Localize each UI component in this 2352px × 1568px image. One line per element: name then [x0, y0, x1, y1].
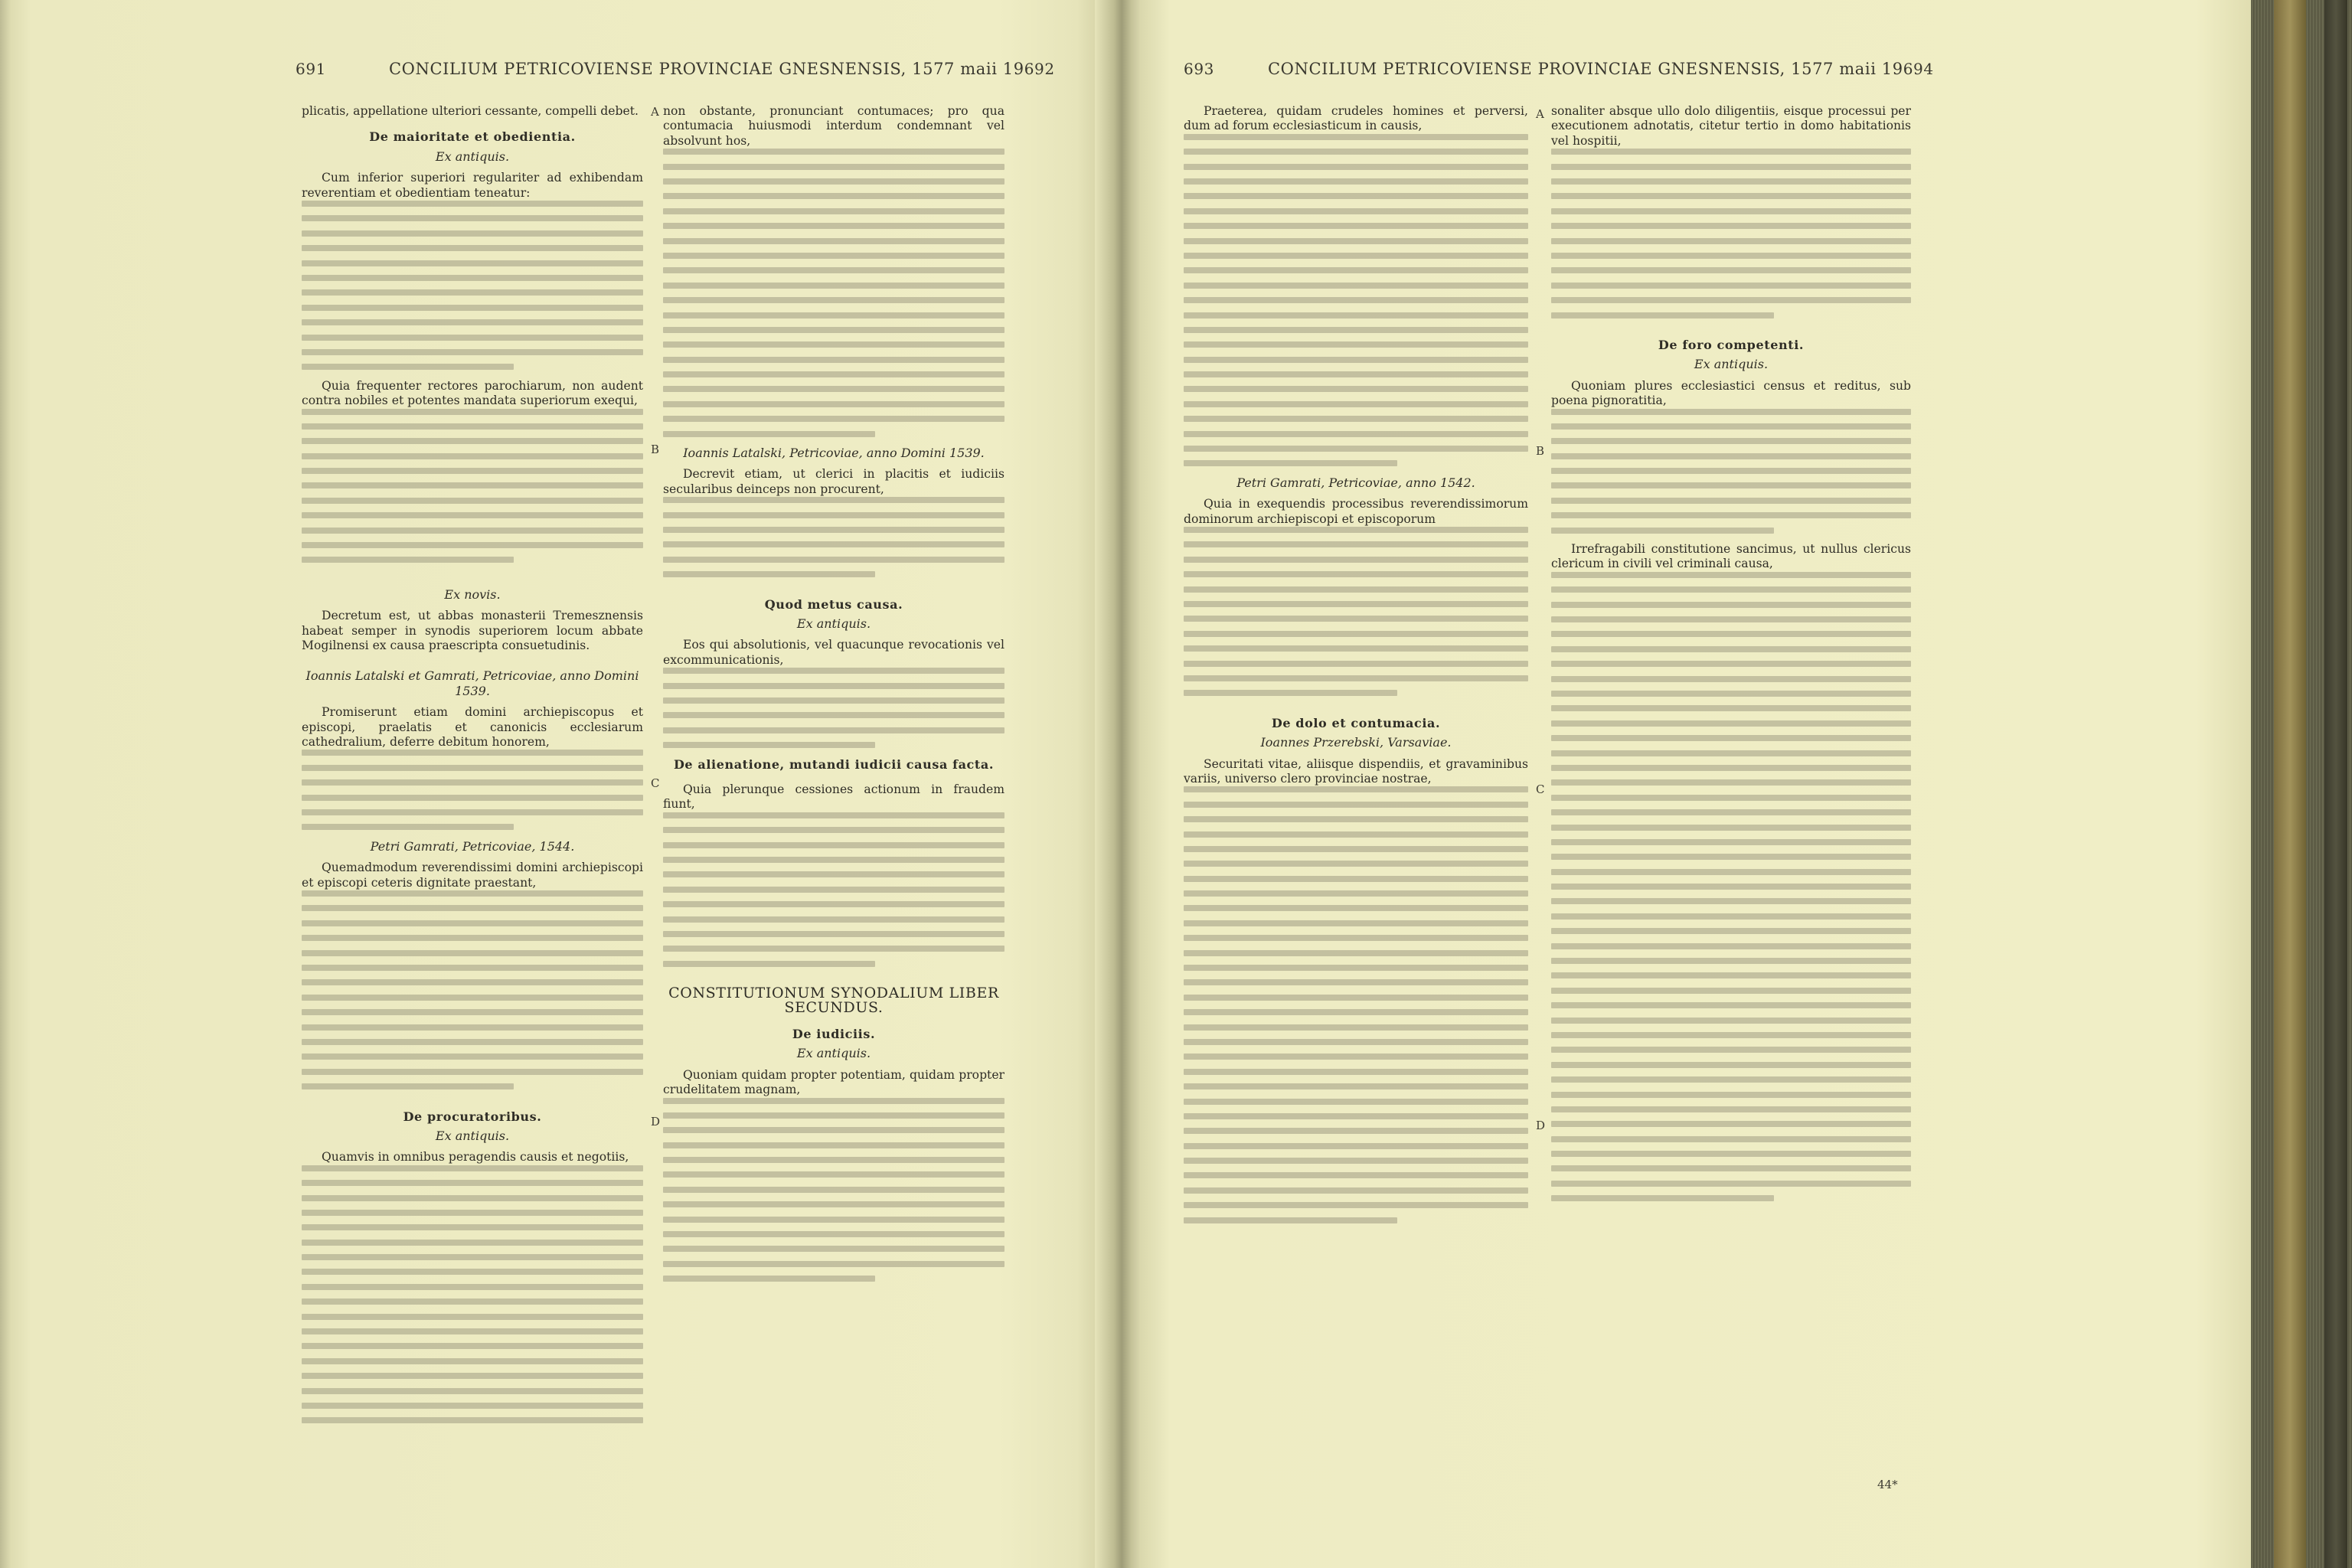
section-source: Ioannis Latalski et Gamrati, Petricoviae, anno Domini 1539.	[305, 668, 639, 698]
paragraph: Decretum est, ut abbas monasterii Tremesznensis habeat semper in synodis superiorem locum abbate Mogilnensi ex causa praescripta consuetudinis.	[302, 609, 643, 653]
paragraph: Quoniam plures ecclesiastici census et reditus, sub poena pignoratitia,	[1551, 378, 1911, 408]
paragraph: Irrefragabili constitutione sancimus, ut nullus clericus clericum in civili vel criminali causa,	[1551, 542, 1911, 571]
section-heading: De iudiciis.	[792, 1026, 876, 1041]
fore-edge	[2251, 0, 2352, 1568]
paragraph: Cum inferior superiori regulariter ad exhibendam reverentiam et obedientiam teneatur:	[302, 171, 643, 200]
section-source: Ex antiquis.	[796, 1046, 871, 1061]
paragraph: plicatis, appellatione ulteriori cessante, compelli debet.	[302, 104, 639, 118]
left-column-b	[663, 104, 1004, 1291]
illegible-text	[1184, 527, 1528, 696]
section-source: Petri Gamrati, Petricoviae, 1544.	[370, 838, 575, 854]
page-number-693: 693	[1184, 60, 1214, 78]
section-heading: Quod metus causa.	[764, 596, 903, 612]
page-number-694: 694	[1903, 60, 1934, 78]
margin-letter-a: A	[651, 105, 659, 119]
illegible-text	[302, 201, 643, 370]
margin-letter-c: C	[1536, 782, 1545, 796]
section-source: Ex antiquis.	[435, 1128, 510, 1143]
right-column-a	[1184, 104, 1528, 1232]
illegible-text	[1184, 786, 1528, 1223]
margin-letter-c: C	[651, 776, 660, 790]
page-edge-shadow	[2324, 0, 2347, 1568]
margin-letter-d: D	[651, 1115, 661, 1129]
illegible-text	[1184, 134, 1528, 467]
illegible-text	[663, 497, 1004, 577]
section-heading: De dolo et contumacia.	[1271, 715, 1441, 730]
right-column-b	[1551, 104, 1911, 1210]
paragraph: Decrevit etiam, ut clerici in placitis et iudiciis secularibus deinceps non procurent,	[663, 467, 1004, 496]
paragraph: Securitati vitae, aliisque dispendiis, et gravaminibus variis, universo clero provinciae nostrae,	[1184, 756, 1528, 786]
section-source: Ex antiquis.	[435, 149, 510, 164]
paragraph: Eos qui absolutionis, vel quacunque revocationis vel excommunicationis,	[663, 638, 1004, 667]
illegible-text	[663, 149, 1004, 436]
paragraph: Quia frequenter rectores parochiarum, non audent contra nobiles et potentes mandata superiorum exequi,	[302, 378, 643, 408]
section-source: Ioannis Latalski, Petricoviae, anno Domini 1539.	[683, 446, 985, 461]
paragraph: sonaliter absque ullo dolo diligentiis, eisque processui per executionem adnotatis, citetur tertio in domo habitationis vel hospitii,	[1551, 104, 1911, 148]
section-source: Ioannes Przerebski, Varsaviae.	[1260, 735, 1452, 750]
paragraph: Quamvis in omnibus peragendis causis et negotiis,	[322, 1150, 629, 1165]
section-source: Ex antiquis.	[1694, 357, 1769, 372]
illegible-text	[1551, 409, 1911, 534]
illegible-text	[663, 668, 1004, 748]
section-source: Petri Gamrati, Petricoviae, anno 1542.	[1236, 475, 1475, 490]
left-running-head	[296, 60, 1055, 87]
paragraph: Quia plerunque cessiones actionum in fraudem fiunt,	[663, 782, 1004, 812]
paragraph: Praeterea, quidam crudeles homines et perversi, dum ad forum ecclesiasticum in causis,	[1184, 104, 1528, 133]
margin-letter-a: A	[1536, 107, 1544, 121]
paragraph: non obstante, pronunciant contumaces; pro qua contumacia huiusmodi interdum condemnant vel absolvunt hos,	[663, 104, 1004, 148]
margin-letter-d: D	[1536, 1119, 1546, 1132]
bookmark-ribbon	[2274, 0, 2306, 1568]
illegible-text	[1551, 149, 1911, 318]
right-running-head	[1184, 60, 1934, 87]
paragraph: Promiserunt etiam domini archiepiscopus et episcopi, praelatis et canonicis ecclesiarum cathedralium, deferre debitum honorem,	[302, 705, 643, 750]
paragraph: Quoniam quidam propter potentiam, quidam propter crudelitatem magnam,	[663, 1067, 1004, 1097]
page-number-692: 692	[1024, 60, 1055, 78]
left-column-a	[302, 104, 643, 1432]
illegible-text	[302, 750, 643, 830]
section-heading: De foro competenti.	[1658, 337, 1805, 352]
page-number-691: 691	[296, 60, 326, 78]
illegible-text	[302, 409, 643, 564]
illegible-text	[663, 1098, 1004, 1282]
illegible-text	[663, 812, 1004, 967]
illegible-text	[302, 1165, 643, 1424]
running-title: CONCILIUM PETRICOVIENSE PROVINCIAE GNESNENSIS, 1577 maii 19	[1267, 60, 1903, 78]
margin-letter-b: B	[1536, 444, 1545, 458]
section-heading: De maioritate et obedientia.	[369, 129, 576, 145]
margin-letter-b: B	[651, 443, 660, 456]
section-heading: De alienatione, mutandi iudicii causa facta.	[673, 756, 995, 772]
section-source: Ex novis.	[444, 586, 501, 602]
illegible-text	[302, 890, 643, 1089]
paragraph: Quia in exequendis processibus reverendissimorum dominorum archiepiscopi et episcoporum	[1184, 497, 1528, 526]
section-heading: De procuratoribus.	[403, 1109, 542, 1124]
section-source: Ex antiquis.	[796, 616, 871, 631]
paragraph: Quemadmodum reverendissimi domini archiepiscopi et episcopi ceteris dignitate praestant,	[302, 861, 643, 890]
book-heading: CONSTITUTIONUM SYNODALIUM LIBER SECUNDUS.	[668, 985, 999, 1017]
running-title: CONCILIUM PETRICOVIENSE PROVINCIAE GNESNENSIS, 1577 maii 19	[388, 60, 1024, 78]
signature-mark: 44*	[1877, 1478, 1898, 1491]
illegible-text	[1551, 572, 1911, 1201]
